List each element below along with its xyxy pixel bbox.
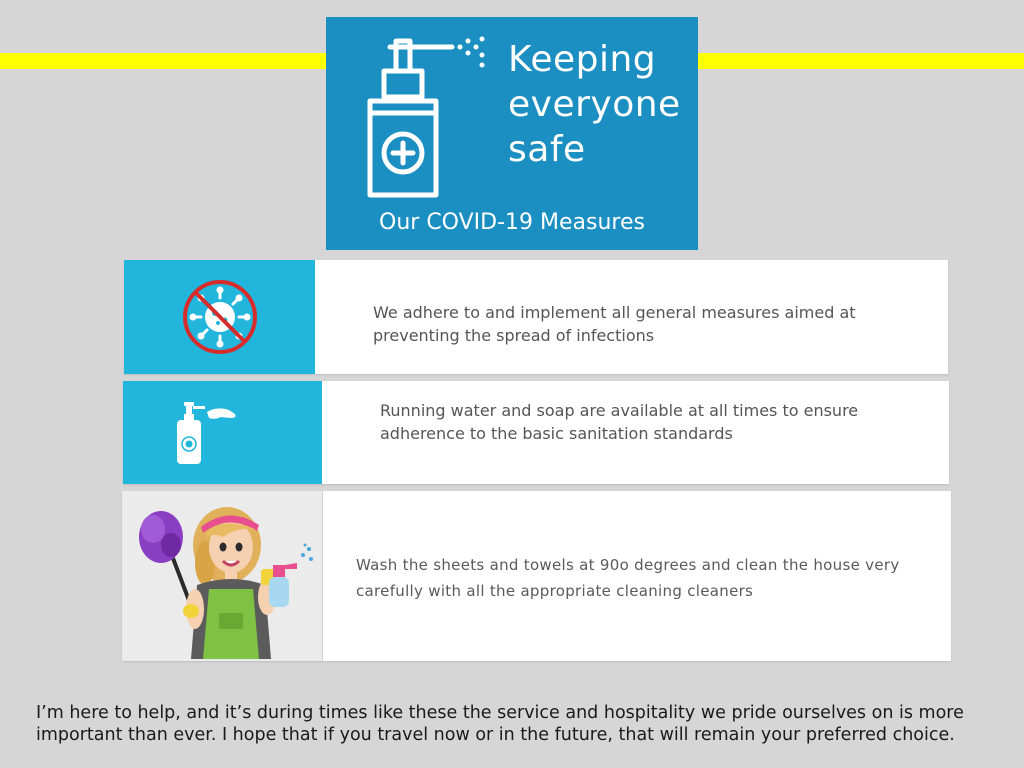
measure-card bbox=[124, 260, 948, 374]
headline-line: safe bbox=[508, 129, 586, 170]
measure-icon-box bbox=[122, 491, 323, 661]
hand-sanitizer-icon bbox=[171, 400, 241, 466]
covid-measures-banner bbox=[326, 17, 698, 250]
headline-line: Keeping bbox=[508, 39, 657, 80]
measure-card bbox=[123, 381, 949, 484]
sanitizer-bottle-icon bbox=[356, 35, 496, 200]
cleaning-lady-illustration bbox=[127, 493, 317, 659]
measure-card bbox=[122, 491, 951, 661]
measure-text: Running water and soap are available at all times to ensure adherence to the basic sanitation standards bbox=[380, 401, 859, 443]
measure-icon-box bbox=[124, 260, 315, 374]
measure-text: We adhere to and implement all general measures aimed at preventing the spread of infections bbox=[373, 303, 856, 345]
headline-line: everyone bbox=[508, 84, 681, 125]
measure-text: Wash the sheets and towels at 90o degrees and clean the house very carefully with all the appropriate cleaning cleaners bbox=[356, 556, 900, 600]
no-virus-icon bbox=[181, 278, 259, 356]
banner-headline bbox=[508, 37, 681, 172]
banner-subtitle: Our COVID-19 Measures bbox=[379, 210, 645, 235]
footer-message: I’m here to help, and it’s during times like these the service and hospitality we pride ourselves on is more important than ever. I hope that if you travel now or in the future, that will remain your preferred choice. bbox=[36, 703, 964, 745]
measure-icon-box bbox=[123, 381, 322, 484]
